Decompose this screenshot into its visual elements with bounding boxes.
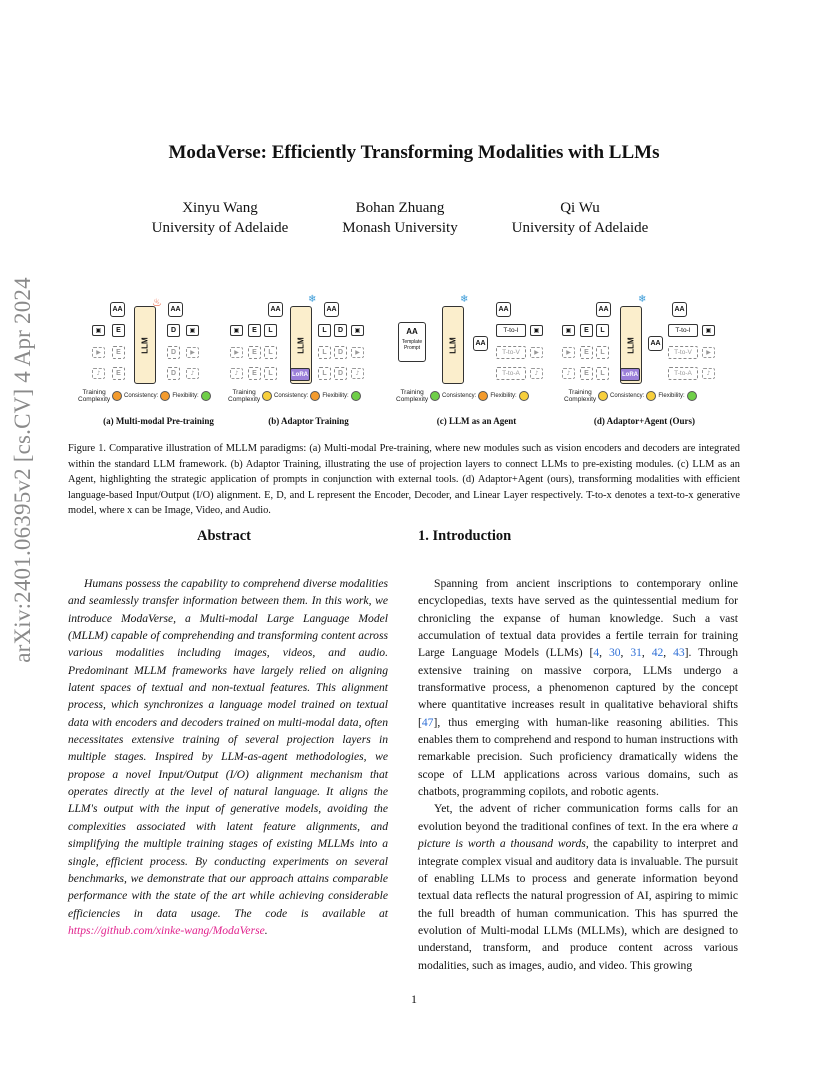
- consistency-label: Consistency:: [442, 393, 477, 399]
- encoder-box: E: [112, 324, 125, 337]
- citation-link[interactable]: 42: [651, 646, 664, 660]
- training-complexity-label: Training Complexity: [396, 389, 429, 403]
- t-to-v-box: T-to-V: [496, 346, 526, 359]
- page-number: 1: [411, 992, 417, 1006]
- t-to-a-box: T-to-A: [496, 367, 526, 380]
- text-output-icon: AA: [168, 302, 183, 317]
- encoder-box: E: [580, 324, 593, 337]
- consistency-label: Consistency:: [274, 393, 309, 399]
- video-icon: ▶: [530, 347, 543, 358]
- consistency-face-icon: [160, 391, 170, 401]
- text-input-icon: AA: [596, 302, 611, 317]
- citation-link[interactable]: 4: [593, 646, 600, 660]
- fire-icon: ♨: [152, 297, 162, 309]
- audio-icon: ♪: [92, 368, 105, 379]
- panel-adaptor-agent: [562, 292, 727, 432]
- code-link[interactable]: https://github.com/xinke-wang/ModaVerse: [68, 923, 265, 937]
- snowflake-icon: ❄: [638, 294, 647, 305]
- linear-layer-box: L: [596, 324, 609, 337]
- metrics-row: [430, 391, 529, 401]
- consistency-face-icon: [646, 391, 656, 401]
- llm-block: LLM: [442, 306, 464, 384]
- citation-link[interactable]: 43: [673, 646, 685, 660]
- encoder-box: E: [580, 346, 593, 359]
- complexity-face-icon: [598, 391, 608, 401]
- author-list: [0, 198, 828, 242]
- panel-caption: (b) Adaptor Training: [268, 416, 349, 426]
- lora-box: LoRA: [290, 368, 310, 381]
- encoder-box: E: [248, 346, 261, 359]
- template-prompt-icon: AA: [406, 327, 418, 336]
- decoder-box: D: [167, 367, 180, 380]
- arxiv-stamp: arXiv:2401.06395v2 [cs.CV] 4 Apr 2024: [10, 277, 35, 663]
- flexibility-face-icon: [351, 391, 361, 401]
- paper-title: ModaVerse: Efficiently Transforming Modalities with LLMs: [168, 142, 660, 163]
- author-affiliation: University of Adelaide: [151, 220, 289, 236]
- flexibility-label: Flexibility:: [658, 393, 685, 399]
- author-name: Xinyu Wang: [182, 200, 258, 216]
- audio-icon: ♪: [351, 368, 364, 379]
- video-icon: ▶: [230, 347, 243, 358]
- text-input-icon: AA: [268, 302, 283, 317]
- consistency-face-icon: [310, 391, 320, 401]
- linear-layer-box: L: [596, 346, 609, 359]
- t-to-a-box: T-to-A: [668, 367, 698, 380]
- llm-block: LLM: [620, 306, 642, 384]
- image-icon: ▣: [230, 325, 243, 336]
- encoder-box: E: [112, 367, 125, 380]
- linear-layer-box: L: [596, 367, 609, 380]
- template-prompt-box: AA Template Prompt: [398, 322, 426, 362]
- panel-caption: (a) Multi-modal Pre-training: [103, 416, 214, 426]
- consistency-face-icon: [478, 391, 488, 401]
- text-output-icon: AA: [324, 302, 339, 317]
- decoder-box: D: [334, 324, 347, 337]
- linear-layer-box: L: [318, 367, 331, 380]
- audio-icon: ♪: [230, 368, 243, 379]
- decoder-box: D: [167, 324, 180, 337]
- audio-icon: ♪: [530, 368, 543, 379]
- figure-caption: Figure 1. Comparative illustration of MLLM paradigms: (a) Multi-modal Pre-training, where new modules such as vision encoders and decoders are integrated within the standard LLM framework. (b) Adaptor Training, illustrating the use of projection layers to connect LLMs to pre-existing modules. (c) LLM as an Agent, highlighting the strategic application of prompts in conjunction with external tools. (d) Adaptor+Agent (ours), transforming modalities with efficient language-based Input/Output (I/O) alignment. E, D, and L represent the Encoder, Decoder, and Linear Layer respectively. T-to-x denotes a text-to-x generative model, where x can be Image, Video, and Audio.: [68, 443, 740, 516]
- audio-icon: ♪: [702, 368, 715, 379]
- linear-layer-box: L: [264, 367, 277, 380]
- metrics-row: [112, 391, 211, 401]
- t-to-i-box: T-to-I: [496, 324, 526, 337]
- text-output-icon: AA: [672, 302, 687, 317]
- linear-layer-box: L: [264, 324, 277, 337]
- intro-paragraph: Yet, the advent of richer communication forms calls for an evolution beyond the traditional confines of text. In the era where a picture is worth a thousand words, the capability to interpret and integrate complex visual and auditory data is invaluable. The pursuit of enabling LLMs to process and generate information beyond textual data reflects the natural progression of AI, aspiring to mimic the full breadth of human communication. This has spurred the evolution of Multi-modal LLMs (MLLMs), which are designed to understand, transform, and produce content across various modalities, such as images, audio, and video. This growing: [418, 802, 738, 972]
- llm-block: LLM: [290, 306, 312, 384]
- video-icon: ▶: [92, 347, 105, 358]
- decoder-box: D: [334, 346, 347, 359]
- flexibility-label: Flexibility:: [172, 393, 199, 399]
- metrics-row: [598, 391, 697, 401]
- author-name: Bohan Zhuang: [355, 200, 445, 216]
- encoder-box: E: [248, 367, 261, 380]
- author-affiliation: University of Adelaide: [511, 220, 649, 236]
- linear-layer-box: L: [318, 346, 331, 359]
- decoder-box: D: [167, 346, 180, 359]
- flexibility-face-icon: [201, 391, 211, 401]
- image-icon: ▣: [530, 325, 543, 336]
- encoder-box: E: [112, 346, 125, 359]
- t-to-i-box: T-to-I: [668, 324, 698, 337]
- image-icon: ▣: [92, 325, 105, 336]
- encoder-box: E: [580, 367, 593, 380]
- panel-caption: (d) Adaptor+Agent (Ours): [593, 416, 696, 426]
- encoder-box: E: [248, 324, 261, 337]
- metrics-row: [262, 391, 361, 401]
- image-icon: ▣: [562, 325, 575, 336]
- introduction-heading: 1. Introduction: [418, 528, 512, 544]
- image-icon: ▣: [702, 325, 715, 336]
- consistency-label: Consistency:: [610, 393, 645, 399]
- abstract-text: Humans possess the capability to comprehend diverse modalities and seamlessly transfer information between them. In this work, we introduce ModaVerse, a Multi-modal Large Language Model (MLLM) capable of comprehending and transforming content across various modalities including images, videos, and audio. Predominant MLLM frameworks have largely relied on aligning latent spaces of textual and non-textual features. This alignment process, which synchronizes a language model trained on textual data with encoders and decoders trained on multi-modal data, often necessitates extensive training of several projection layers in multiple stages. Inspired by LLM-as-agent methodologies, we propose a novel Input/Output (I/O) alignment mechanism that operates directly at the level of natural language. It aligns the LLM's output with the input of generative models, avoiding the complexities associated with latent feature alignments, and simplifying the multiple training stages of existing MLLMs into a single, efficient process. By conducting experiments on several benchmarks, we demonstrate that our approach attains comparable performance with the state of the art while achieving considerable efficiencies in data usage. The code is available at: [68, 577, 388, 920]
- panel-caption: (c) LLM as an Agent: [436, 416, 517, 426]
- figure-1: [76, 292, 756, 432]
- image-icon: ▣: [186, 325, 199, 336]
- citation-link[interactable]: 47: [421, 715, 434, 729]
- image-icon: ▣: [351, 325, 364, 336]
- complexity-face-icon: [262, 391, 272, 401]
- abstract-body: [68, 575, 388, 939]
- audio-icon: ♪: [186, 368, 199, 379]
- panel-multimodal-pretraining: [76, 292, 241, 432]
- text-output-icon: AA: [473, 336, 488, 351]
- training-complexity-label: Training Complexity: [78, 389, 111, 403]
- video-icon: ▶: [562, 347, 575, 358]
- t-to-v-box: T-to-V: [668, 346, 698, 359]
- video-icon: ▶: [702, 347, 715, 358]
- training-complexity-label: Training Complexity: [564, 389, 597, 403]
- flexibility-label: Flexibility:: [490, 393, 517, 399]
- decoder-box: D: [334, 367, 347, 380]
- citation-link[interactable]: 31: [630, 646, 642, 660]
- video-icon: ▶: [351, 347, 364, 358]
- panel-llm-as-agent: [394, 292, 559, 432]
- abstract-heading: Abstract: [197, 528, 251, 544]
- complexity-face-icon: [112, 391, 122, 401]
- linear-layer-box: L: [318, 324, 331, 337]
- author-name: Qi Wu: [560, 200, 600, 216]
- citation-link[interactable]: 30: [608, 646, 621, 660]
- snowflake-icon: ❄: [460, 294, 469, 305]
- intro-paragraph: Spanning from ancient inscriptions to contemporary online encyclopedias, texts have served as the quintessential medium for chronicling the expanse of human knowledge. Such a vast accumulation of textual data provides a fertile terrain for training Large Language Models (LLMs) [4, 30, 31, 42, 43]. Through extensive training on massive corpora, LLMs undergo a transformative process, a phenomenon captured by the concept where quantitative increases result in qualitative behavioral shifts [47], thus emerging with human-like reasoning abilities. This enables them to comprehend and respond to human instructions with remarkable precision. Such proficiency dramatically widens the scope of LLM applications across various domains, such as chatbots, programming copilots, and robotic agents.: [418, 577, 739, 799]
- lora-box: LoRA: [620, 368, 640, 381]
- video-icon: ▶: [186, 347, 199, 358]
- author-affiliation: Monash University: [342, 220, 458, 236]
- author-3: [470, 198, 690, 238]
- abstract-end: .: [264, 923, 268, 937]
- flexibility-face-icon: [519, 391, 529, 401]
- linear-layer-box: L: [264, 346, 277, 359]
- consistency-label: Consistency:: [124, 393, 159, 399]
- text-input-icon: AA: [110, 302, 125, 317]
- llm-block: LLM: [134, 306, 156, 384]
- text-output-icon: AA: [496, 302, 511, 317]
- text-output-icon: AA: [648, 336, 663, 351]
- audio-icon: ♪: [562, 368, 575, 379]
- training-complexity-label: Training Complexity: [228, 389, 261, 403]
- snowflake-icon: ❄: [308, 294, 317, 305]
- complexity-face-icon: [430, 391, 440, 401]
- flexibility-face-icon: [687, 391, 697, 401]
- flexibility-label: Flexibility:: [322, 393, 349, 399]
- panel-adaptor-training: [226, 292, 391, 432]
- introduction-body: [418, 575, 738, 974]
